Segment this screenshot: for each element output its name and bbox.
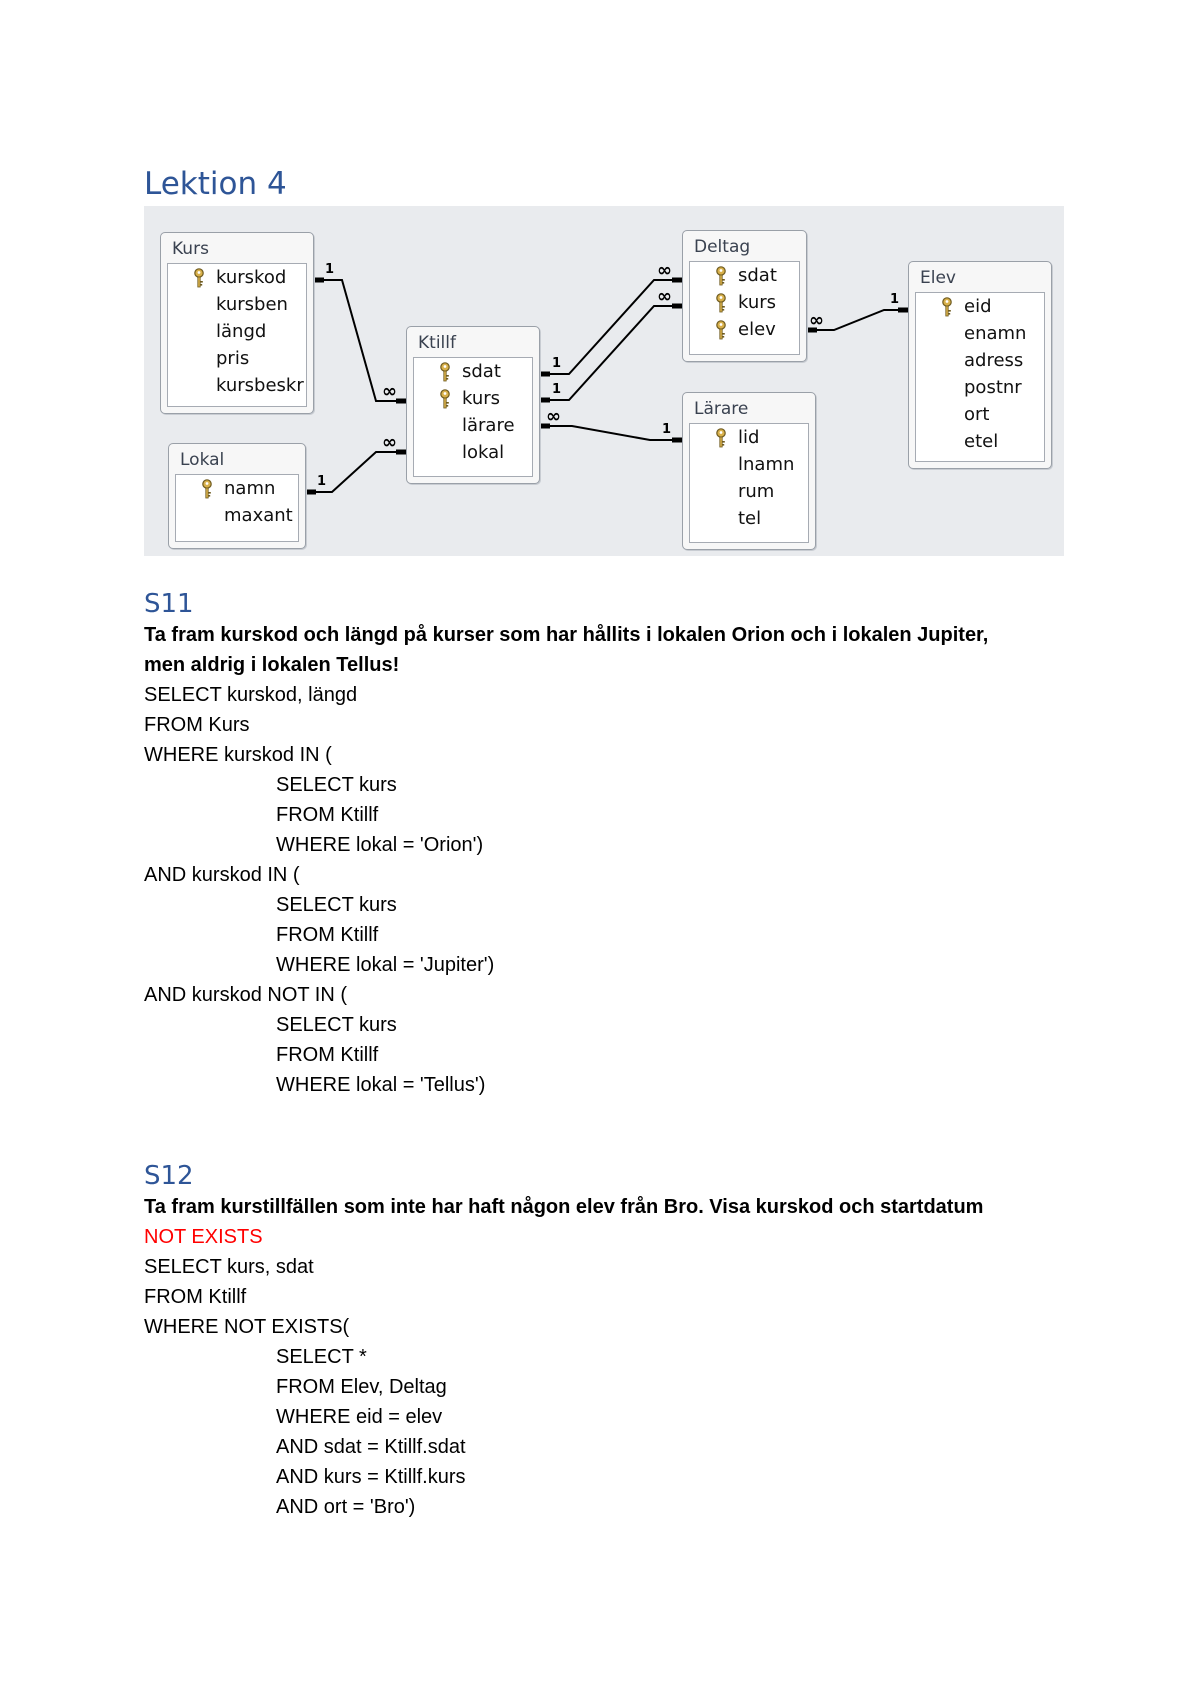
code-line: FROM Ktillf	[144, 1286, 247, 1308]
key-icon	[714, 320, 728, 340]
card-ktillf-kurs-one: 1	[552, 382, 562, 397]
card-ktillf-lokal-many: ∞	[382, 432, 397, 453]
card-ktillf-kurs-many: ∞	[382, 381, 397, 402]
field-pris: pris	[216, 348, 250, 369]
table-lokal-fields	[175, 474, 299, 542]
table-ktillf	[406, 326, 540, 484]
field-enamn: enamn	[964, 323, 1027, 344]
field-sdat: sdat	[738, 265, 777, 286]
table-lokal-title: Lokal	[180, 450, 225, 470]
field-kursben: kursben	[216, 294, 288, 315]
table-larare-title: Lärare	[694, 399, 749, 419]
page-title: Lektion 4	[144, 166, 287, 202]
s12-question: Ta fram kurstillfällen som inte har haft någon elev från Bro. Visa kurskod och startdatum	[144, 1196, 984, 1218]
card-deltag-elev-many: ∞	[809, 310, 824, 331]
table-deltag-fields	[689, 261, 800, 355]
table-larare-fields	[689, 423, 809, 543]
field-kurs: kurs	[738, 292, 777, 313]
field-rum: rum	[738, 481, 775, 502]
card-kurs-one: 1	[325, 262, 335, 277]
code-line: SELECT kurs	[276, 774, 397, 796]
code-line: AND ort = 'Bro')	[276, 1496, 416, 1518]
field-lnamn: lnamn	[738, 454, 795, 475]
code-line: WHERE NOT EXISTS(	[144, 1316, 350, 1338]
code-line: WHERE eid = elev	[276, 1406, 443, 1428]
s12-note: NOT EXISTS	[144, 1226, 263, 1248]
field-etel: etel	[964, 431, 999, 452]
card-lokal-one: 1	[317, 474, 327, 489]
code-line: SELECT kurskod, längd	[144, 684, 358, 706]
card-deltag-kurs-many: ∞	[657, 286, 672, 307]
code-line: FROM Elev, Deltag	[276, 1376, 447, 1398]
code-line: AND kurs = Ktillf.kurs	[276, 1466, 466, 1488]
s11-question-line1: Ta fram kurskod och längd på kurser som har hållits i lokalen Orion och i lokalen Jupiter,	[144, 624, 989, 646]
card-ktillf-sdat-one: 1	[552, 356, 562, 371]
code-line: SELECT kurs	[276, 894, 397, 916]
rel-ktillf-larare	[540, 426, 682, 440]
table-kurs-fields	[167, 263, 307, 407]
table-larare	[682, 392, 816, 550]
code-line: SELECT kurs, sdat	[144, 1256, 314, 1278]
code-line: WHERE lokal = 'Orion')	[276, 834, 484, 856]
table-kurs-title: Kurs	[172, 239, 209, 259]
key-icon	[200, 479, 214, 499]
code-line: AND kurskod IN (	[144, 864, 300, 886]
field-eid: eid	[964, 296, 992, 317]
code-line: FROM Ktillf	[276, 804, 379, 826]
field-kurs: kurs	[462, 388, 501, 409]
field-kurskod: kurskod	[216, 267, 287, 288]
field-kursbeskr: kursbeskr	[216, 375, 304, 396]
field-postnr: postnr	[964, 377, 1022, 398]
card-elev-one: 1	[890, 292, 900, 307]
table-elev-title: Elev	[920, 268, 956, 288]
key-icon	[714, 266, 728, 286]
key-icon	[714, 428, 728, 448]
code-line: AND kurskod NOT IN (	[144, 984, 347, 1006]
code-line: SELECT kurs	[276, 1014, 397, 1036]
key-icon	[438, 362, 452, 382]
table-ktillf-fields	[413, 357, 533, 477]
code-line: FROM Ktillf	[276, 924, 379, 946]
table-ktillf-title: Ktillf	[418, 333, 456, 353]
key-icon	[438, 389, 452, 409]
field-larare: lärare	[462, 415, 515, 436]
card-larare-one: 1	[662, 422, 672, 437]
field-lid: lid	[738, 427, 760, 448]
table-elev-fields	[915, 292, 1045, 462]
relationship-diagram	[144, 206, 1064, 556]
field-langd: längd	[216, 321, 267, 342]
code-line: AND sdat = Ktillf.sdat	[276, 1436, 466, 1458]
code-line: WHERE lokal = 'Tellus')	[276, 1074, 486, 1096]
field-elev: elev	[738, 319, 776, 340]
field-tel: tel	[738, 508, 762, 529]
s12-heading: S12	[144, 1161, 194, 1191]
field-maxant: maxant	[224, 505, 293, 526]
field-namn: namn	[224, 478, 276, 499]
code-line: WHERE kurskod IN (	[144, 744, 332, 766]
card-deltag-sdat-many: ∞	[657, 260, 672, 281]
key-icon	[940, 297, 954, 317]
card-ktillf-larare-many: ∞	[546, 406, 561, 427]
code-line: FROM Ktillf	[276, 1044, 379, 1066]
table-elev	[908, 261, 1052, 469]
code-line: FROM Kurs	[144, 714, 250, 736]
code-line: WHERE lokal = 'Jupiter')	[276, 954, 495, 976]
s11-question-line2: men aldrig i lokalen Tellus!	[144, 654, 400, 676]
key-icon	[714, 293, 728, 313]
key-icon	[192, 268, 206, 288]
field-lokal: lokal	[462, 442, 505, 463]
table-kurs	[160, 232, 314, 414]
code-line: SELECT *	[276, 1346, 367, 1368]
field-ort: ort	[964, 404, 990, 425]
s11-heading: S11	[144, 589, 194, 619]
table-deltag	[682, 230, 807, 362]
field-sdat: sdat	[462, 361, 501, 382]
field-adress: adress	[964, 350, 1024, 371]
table-lokal	[168, 443, 306, 549]
table-deltag-title: Deltag	[694, 237, 751, 257]
rel-ktillf-deltag-kurs	[540, 306, 682, 400]
